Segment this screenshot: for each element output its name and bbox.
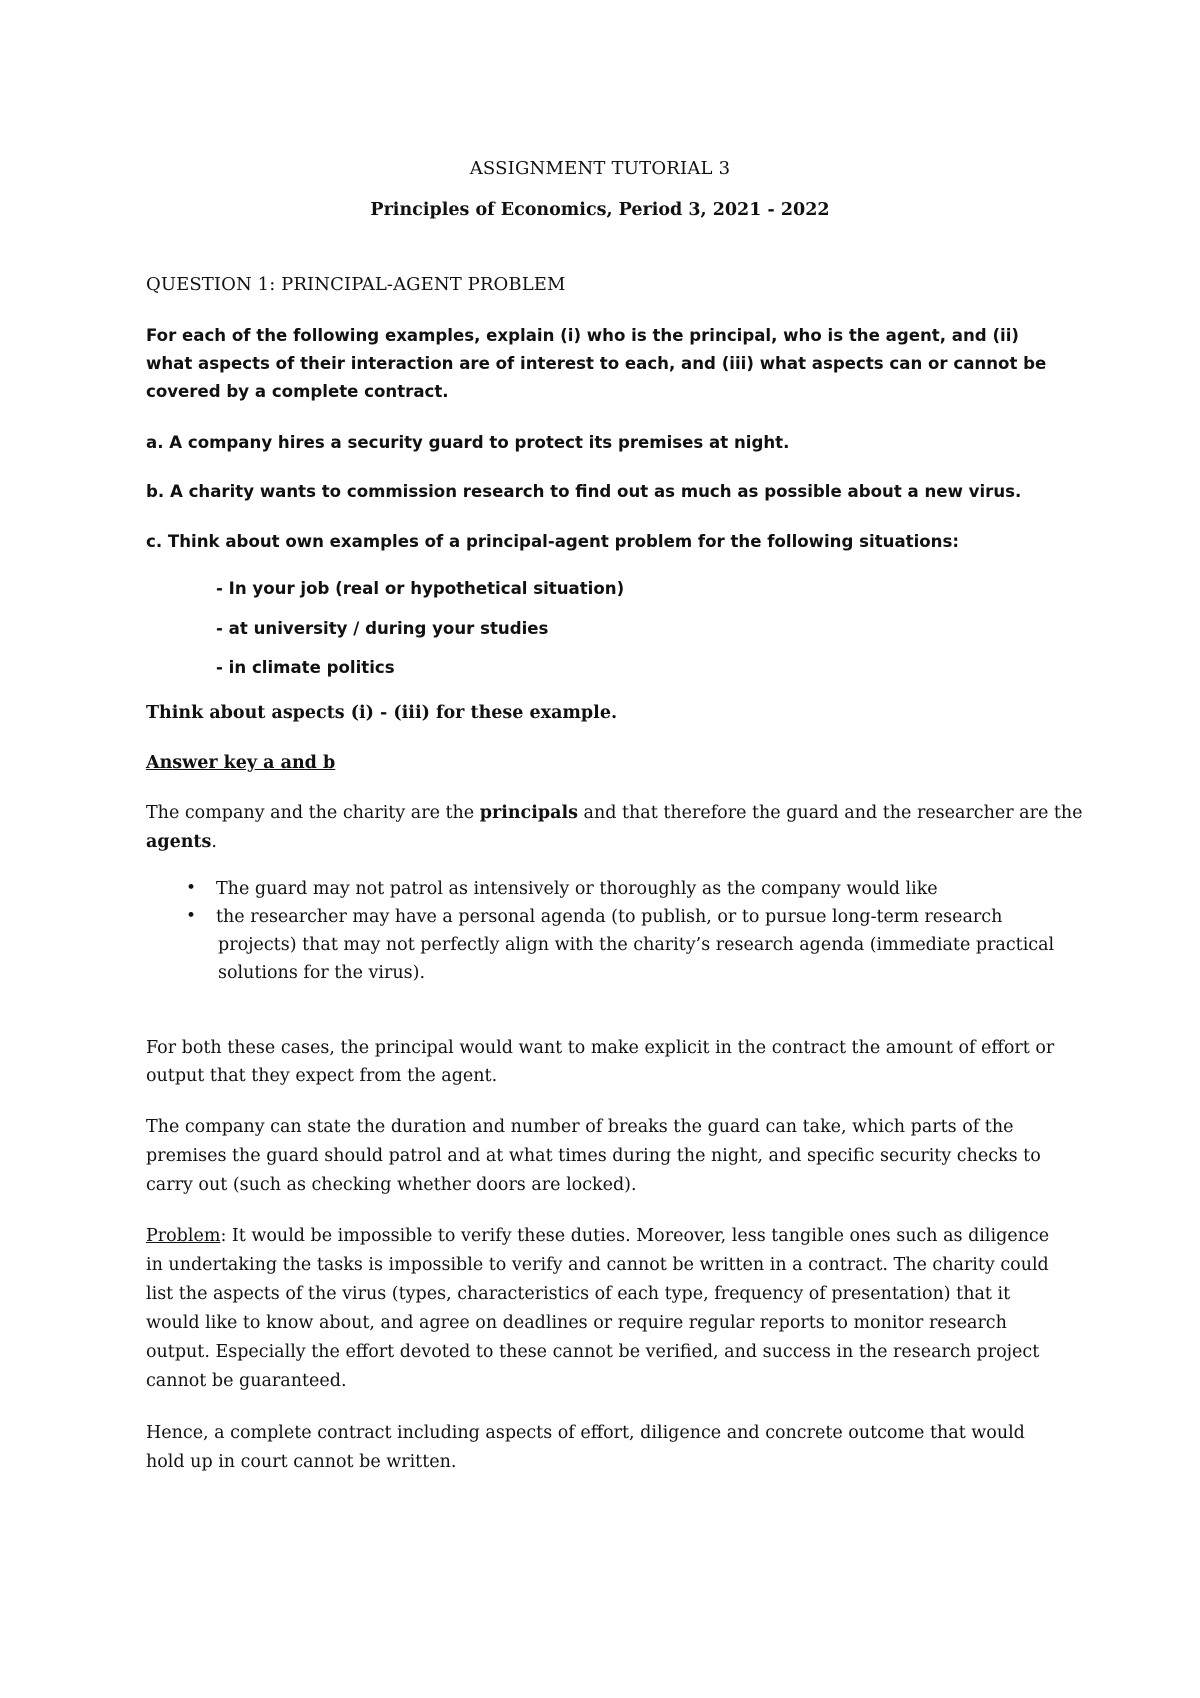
problem-label: Problem [146, 1226, 221, 1246]
para4-line-4: would like to know about, and agree on deadlines or require regular reports to monitor research [146, 1313, 1007, 1333]
bullet-dot: • [186, 906, 197, 926]
principals-term: principals [479, 803, 578, 823]
para1-line-1: The company and the charity are the principals and that therefore the guard and the researcher are the [146, 803, 1083, 823]
para3-line-3: carry out (such as checking whether doors are locked). [146, 1175, 637, 1195]
intro-line-2: what aspects of their interaction are of interest to each, and (iii) what aspects can or cannot be [146, 354, 1047, 373]
para4-line-1: Problem: It would be impossible to verify these duties. Moreover, less tangible ones such as diligence [146, 1226, 1050, 1246]
para4-line-5: output. Especially the effort devoted to these cannot be verified, and success in the research project [146, 1342, 1040, 1362]
para1-line-2: agents. [146, 832, 217, 852]
agents-term: agents [146, 832, 212, 852]
para5-line-1: Hence, a complete contract including aspects of effort, diligence and concrete outcome that would [146, 1423, 1025, 1443]
document-title: ASSIGNMENT TUTORIAL 3 [469, 158, 731, 179]
intro-line-1: For each of the following examples, explain (i) who is the principal, who is the agent, and (ii) [146, 326, 1019, 345]
document-subtitle: Principles of Economics, Period 3, 2021 - 2022 [370, 200, 830, 220]
situation-job: - In your job (real or hypothetical situation) [216, 579, 625, 598]
para3-line-2: premises the guard should patrol and at what times during the night, and specific security checks to [146, 1146, 1041, 1166]
item-b: b. A charity wants to commission research to find out as much as possible about a new virus. [146, 482, 1022, 501]
para2-line-1: For both these cases, the principal would want to make explicit in the contract the amount of effort or [146, 1038, 1055, 1058]
para5-line-2: hold up in court cannot be written. [146, 1452, 457, 1472]
para4-line-3: list the aspects of the virus (types, characteristics of each type, frequency of presentation) that it [146, 1284, 1011, 1304]
item-c: c. Think about own examples of a principal-agent problem for the following situations: [146, 532, 960, 551]
item-a: a. A company hires a security guard to protect its premises at night. [146, 433, 790, 452]
para4-line-6: cannot be guaranteed. [146, 1371, 347, 1391]
para4-line-2: in undertaking the tasks is impossible to verify and cannot be written in a contract. The charity could [146, 1255, 1049, 1275]
para3-line-1: The company can state the duration and number of breaks the guard can take, which parts of the [146, 1117, 1014, 1137]
intro-line-3: covered by a complete contract. [146, 382, 449, 401]
bullet-researcher-line-3: solutions for the virus). [218, 963, 426, 983]
answer-heading: Answer key a and b [146, 753, 336, 773]
situation-university: - at university / during your studies [216, 619, 549, 638]
situation-climate: - in climate politics [216, 658, 395, 677]
bullet-dot: • [186, 878, 197, 898]
bullet-researcher-line-1: the researcher may have a personal agenda (to publish, or to pursue long-term research [216, 907, 1003, 927]
bullet-researcher-line-2: projects) that may not perfectly align with the charity’s research agenda (immediate practical [218, 935, 1055, 955]
question-heading: QUESTION 1: PRINCIPAL-AGENT PROBLEM [146, 274, 566, 295]
para2-line-2: output that they expect from the agent. [146, 1066, 498, 1086]
think-line: Think about aspects (i) - (iii) for these example. [146, 703, 618, 723]
bullet-guard: The guard may not patrol as intensively or thoroughly as the company would like [216, 879, 938, 899]
